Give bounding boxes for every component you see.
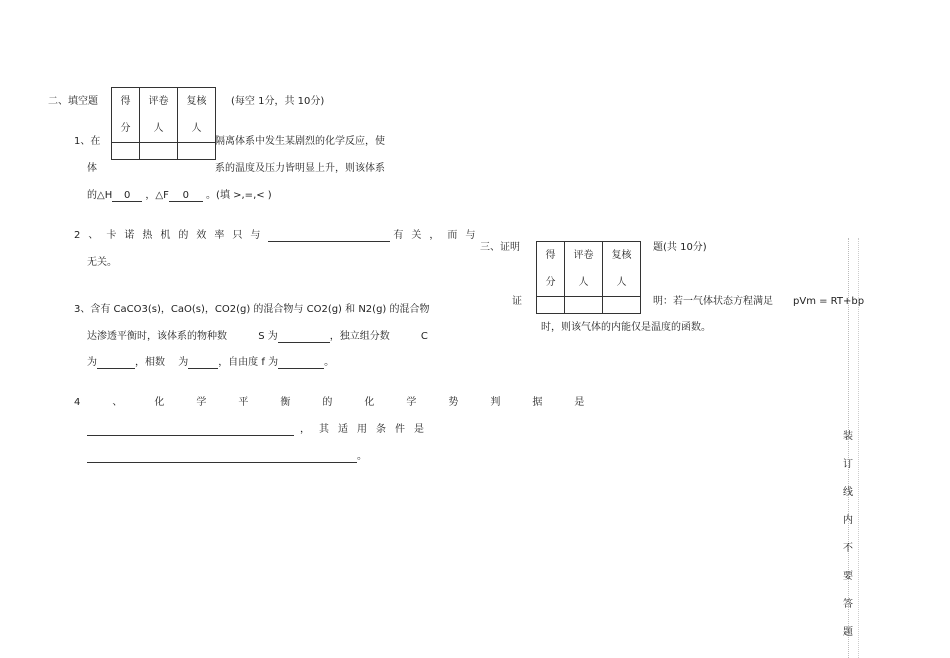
binding-char: 题 (843, 627, 853, 638)
q3-text-2d: C (420, 331, 428, 342)
binding-dotted-line-outer (858, 238, 859, 658)
q3-blank-c[interactable] (97, 357, 135, 369)
binding-char: 订 (843, 459, 853, 470)
q3-text-2c: ，独立组分数 (329, 331, 390, 342)
section3-line1: 明：若一气体状态方程满足 (653, 296, 773, 307)
score-cell[interactable] (178, 143, 216, 160)
q3-blank-phi[interactable] (188, 357, 218, 369)
score-cell[interactable] (537, 297, 565, 314)
q3-text-3e: 。 (324, 357, 335, 368)
score-header-pingjuan: 评卷 人 (565, 242, 603, 297)
q3-blank-f[interactable] (278, 357, 324, 369)
q3-line2 (87, 331, 428, 343)
score-header-fuhe: 复核 人 (178, 88, 216, 143)
q1-dh-label: 的△H (87, 190, 113, 201)
section3-title: 三、证明 (480, 242, 520, 253)
section3-score-table (536, 241, 641, 314)
q1-hint: 。(填 >,=,< ) (206, 190, 272, 201)
q3-text-2a: 达渗透平衡时，该体系的物种数 (87, 331, 227, 342)
score-header-defen: 得 分 (537, 242, 565, 297)
q2-line1 (74, 230, 483, 242)
q4-text-c: 。 (357, 451, 367, 462)
q2-text-b: 有关，而与 (393, 230, 484, 241)
q1-df-answer[interactable]: 0 (169, 190, 203, 202)
score-header-pingjuan: 评卷 人 (140, 88, 178, 143)
score-cell[interactable] (565, 297, 603, 314)
q3-text-3d: ，自由度 f 为 (218, 357, 279, 368)
q3-text-3b: ，相数 (135, 357, 165, 368)
q1-line3 (87, 190, 272, 202)
score-cell[interactable] (603, 297, 641, 314)
q4-line1: 4、化学平衡的化学势判据是 (74, 397, 617, 408)
score-header-fuhe: 复核 人 (603, 242, 641, 297)
q2-line2: 无关。 (87, 257, 117, 268)
section2-title: 二、填空题 (48, 96, 98, 107)
score-cell[interactable] (140, 143, 178, 160)
q4-line3 (87, 451, 367, 463)
q3-text-3a: 为 (87, 357, 97, 368)
q4-text-b: ，其适用条件是 (300, 424, 433, 435)
q1-number: 1、在 (74, 136, 101, 147)
q1-line2: 系的温度及压力皆明显上升，则该体系 (215, 163, 385, 174)
section2-note: (每空 1分，共 10分) (231, 96, 325, 107)
q4-blank-1[interactable] (87, 424, 294, 436)
section3-note: 题(共 10分) (653, 242, 707, 253)
q3-text-2b: S 为 (258, 331, 278, 342)
binding-char: 内 (843, 515, 853, 526)
binding-char: 不 (843, 543, 853, 554)
score-header-defen: 得 分 (112, 88, 140, 143)
q3-blank-s[interactable] (278, 331, 330, 343)
q1-pre2: 体 (87, 163, 97, 174)
q4-blank-2[interactable] (87, 451, 357, 463)
binding-char: 要 (843, 571, 853, 582)
binding-char: 答 (843, 599, 853, 610)
section3-line2: 时，则该气体的内能仅是温度的函数。 (541, 322, 711, 333)
section3-pre: 证 (512, 296, 522, 307)
q2-blank-1[interactable] (268, 230, 390, 242)
binding-char: 装 (843, 431, 853, 442)
score-cell[interactable] (112, 143, 140, 160)
q2-text-a: 2、卡诺热机的效率只与 (74, 230, 269, 241)
binding-char: 线 (843, 487, 853, 498)
q1-dh-answer[interactable]: 0 (112, 190, 142, 202)
q3-text-3c: 为 (178, 357, 189, 368)
q3-line3 (87, 357, 334, 369)
q4-line2 (87, 424, 433, 436)
q1-line1: 隔离体系中发生某剧烈的化学反应，使 (215, 136, 385, 147)
q3-line1: 3、含有 CaCO3(s)，CaO(s)，CO2(g) 的混合物与 CO2(g) 和 N2(g) 的混合物 (74, 304, 430, 315)
section3-formula: pVm = RT+bp (793, 296, 865, 307)
section2-score-table (111, 87, 216, 160)
q1-df-label: ，△F (145, 190, 169, 201)
